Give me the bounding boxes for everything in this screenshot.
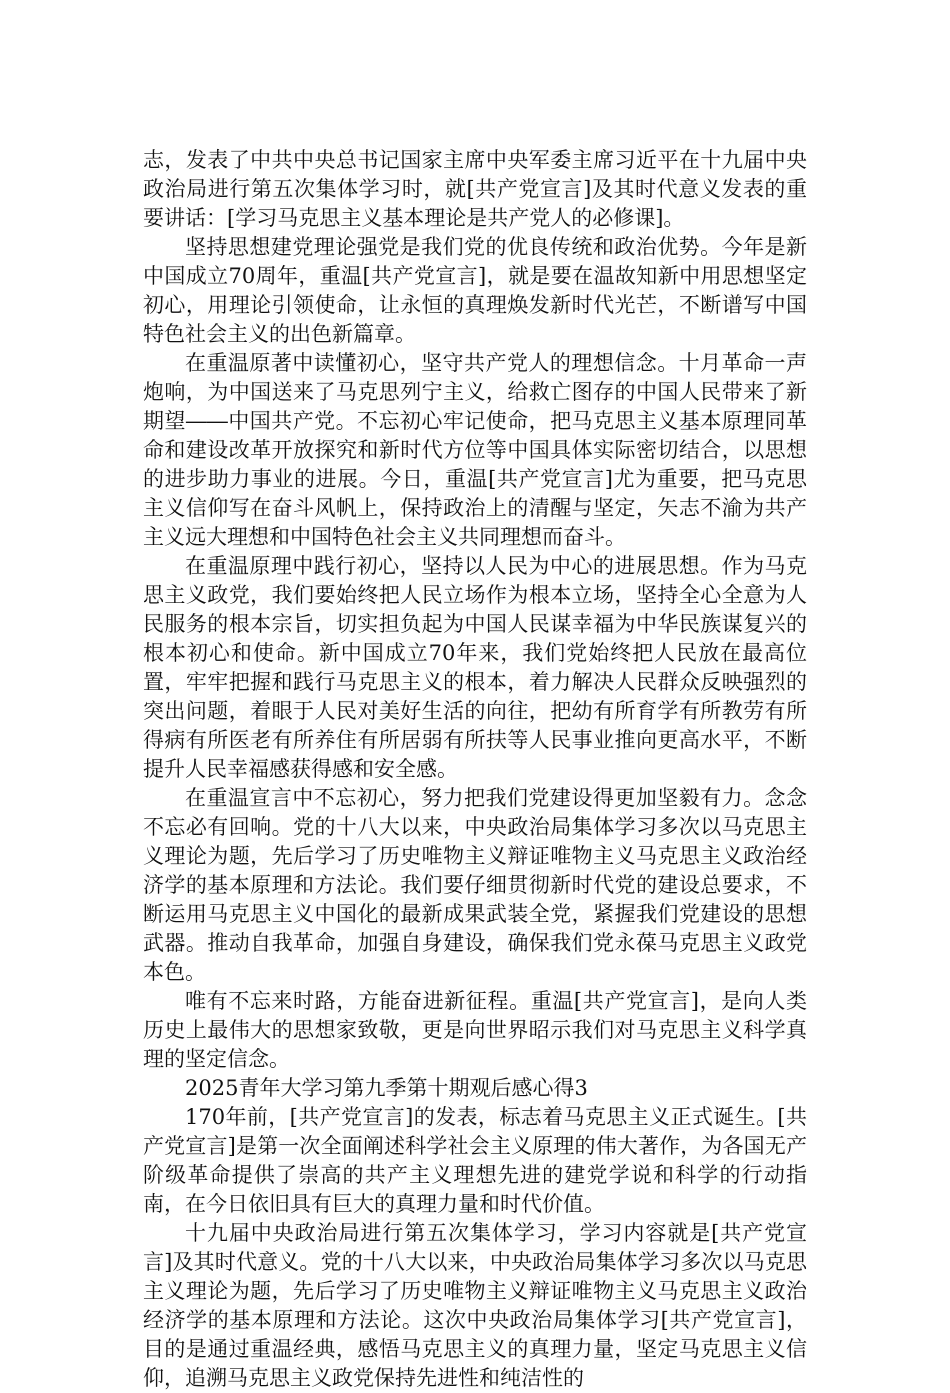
paragraph: 170年前，[共产党宣言]的发表，标志着马克思主义正式诞生。[共产党宣言]是第一次全面阐述科学社会主义原理的伟大著作，为各国无产阶级革命提供了崇高的共产主义理想先进的建党学说和科学的行动指南，在今日依旧具有巨大的真理力量和时代价值。 [143,1105,807,1216]
paragraph: 坚持思想建党理论强党是我们党的优良传统和政治优势。今年是新中国成立70周年，重温[共产党宣言]，就是要在温故知新中用思想坚定初心，用理论引领使命，让永恒的真理焕发新时代光芒，不断谱写中国特色社会主义的出色新篇章。 [143,235,807,346]
paragraph: 在重温原著中读懂初心，坚守共产党人的理想信念。十月革命一声炮响，为中国送来了马克思列宁主义，给救亡图存的中国人民带来了新期望――中国共产党。不忘初心牢记使命，把马克思主义基本原理同革命和建设改革开放探究和新时代方位等中国具体实际密切结合，以思想的进步助力事业的进展。今日，重温[共产党宣言]尤为重要，把马克思主义信仰写在奋斗风帆上，保持政治上的清醒与坚定，矢志不渝为共产主义远大理想和中国特色社会主义共同理想而奋斗。 [143,351,807,549]
paragraph: 十九届中央政治局进行第五次集体学习，学习内容就是[共产党宣言]及其时代意义。党的十八大以来，中央政治局集体学习多次以马克思主义理论为题，先后学习了历史唯物主义辩证唯物主义马克思主义政治经济学的基本原理和方法论。这次中央政治局集体学习[共产党宣言]，目的是通过重温经典，感悟马克思主义的真理力量，坚定马克思主义信仰，追溯马克思主义政党保持先进性和纯洁性的 [143,1221,807,1390]
section-heading: 2025青年大学习第九季第十期观后感心得3 [185,1076,588,1100]
paragraph-continuation: 志，发表了中共中央总书记国家主席中央军委主席习近平在十九届中央政治局进行第五次集体学习时，就[共产党宣言]及其时代意义发表的重要讲话：[学习马克思主义基本理论是共产党人的必修课]。 [143,148,807,230]
paragraph: 在重温原理中践行初心，坚持以人民为中心的进展思想。作为马克思主义政党，我们要始终把人民立场作为根本立场，坚持全心全意为人民服务的根本宗旨，切实担负起为中国人民谋幸福为中华民族谋复兴的根本初心和使命。新中国成立70年来，我们党始终把人民放在最高位置，牢牢把握和践行马克思主义的根本，着力解决人民群众反映强烈的突出问题，着眼于人民对美好生活的向往，把幼有所育学有所教劳有所得病有所医老有所养住有所居弱有所扶等人民事业推向更高水平，不断提升人民幸福感获得感和安全感。 [143,554,807,781]
paragraph: 唯有不忘来时路，方能奋进新征程。重温[共产党宣言]，是向人类历史上最伟大的思想家致敬，更是向世界昭示我们对马克思主义科学真理的坚定信念。 [143,989,807,1071]
document-body [143,146,807,1393]
paragraph: 在重温宣言中不忘初心，努力把我们党建设得更加坚毅有力。念念不忘必有回响。党的十八大以来，中央政治局集体学习多次以马克思主义理论为题，先后学习了历史唯物主义辩证唯物主义马克思主义政治经济学的基本原理和方法论。我们要仔细贯彻新时代党的建设总要求，不断运用马克思主义中国化的最新成果武装全党，紧握我们党建设的思想武器。推动自我革命，加强自身建设，确保我们党永葆马克思主义政党本色。 [143,786,807,984]
